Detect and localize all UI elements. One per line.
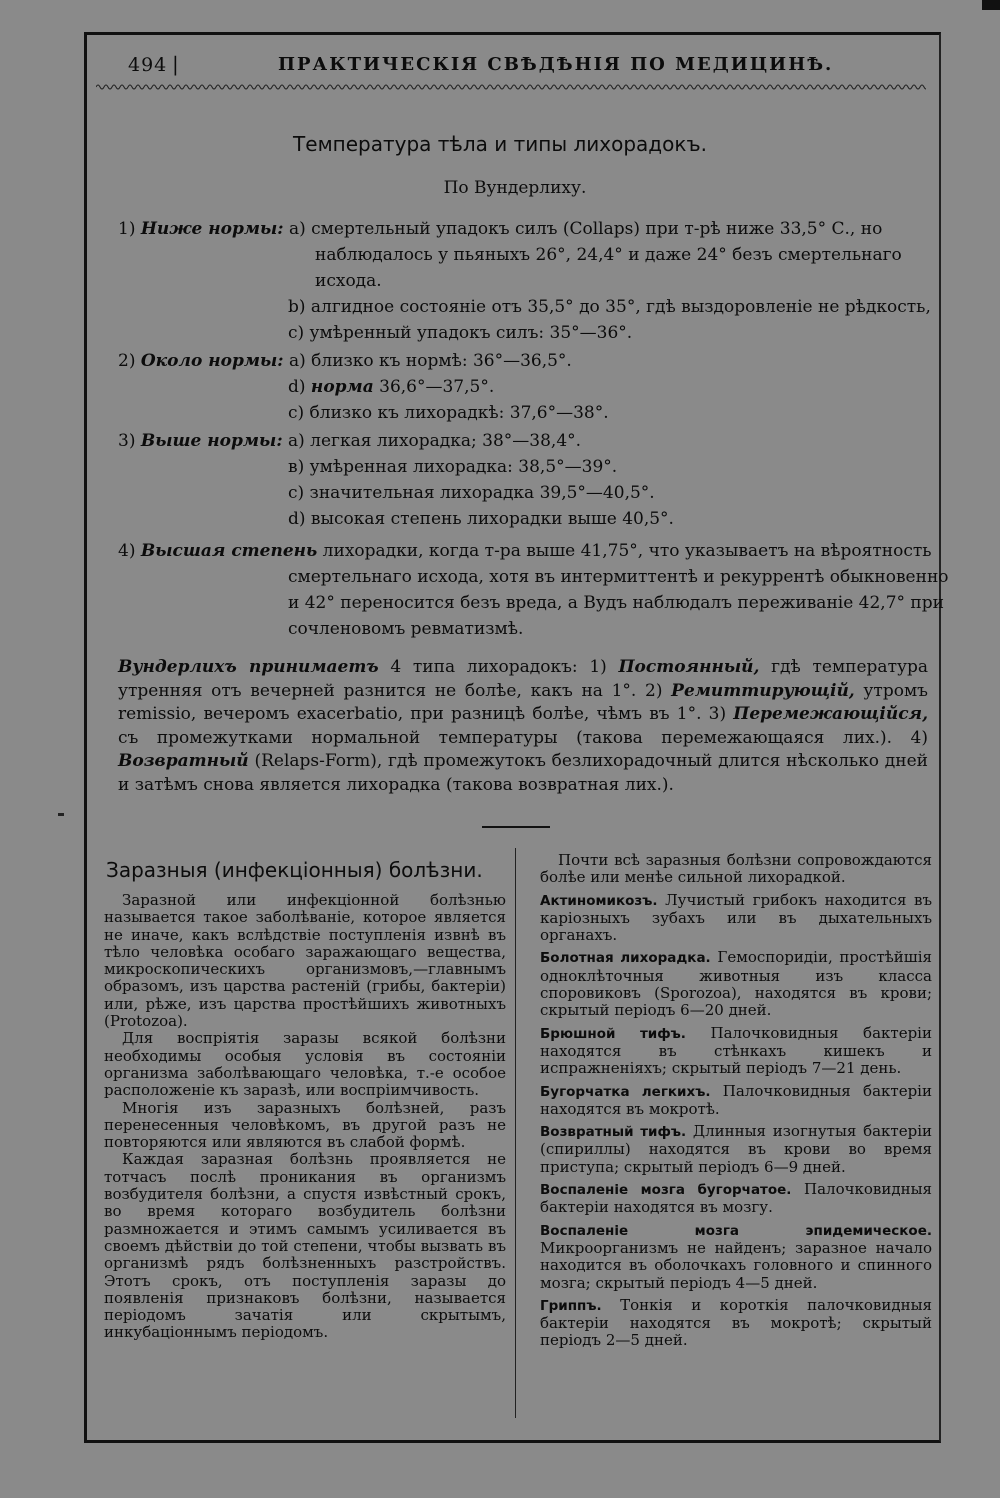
section-heading: Заразныя (инфекціонныя) болѣзни. (106, 858, 483, 882)
line-text: b) алгидное состояніе отъ 35,5° до 35°, гдѣ выздоровленіе не рѣдкость, (288, 297, 931, 317)
disease-entry (540, 1025, 932, 1078)
left-column (104, 892, 506, 1342)
line-text: a) легкая лихорадка; 38°—38,4°. (282, 431, 582, 451)
column-divider (515, 848, 516, 1418)
temperature-line (118, 350, 572, 372)
line-text: сочленовомъ ревматизмѣ. (288, 619, 524, 639)
para-text: гдѣ температура утренняя отъ вечерней разнится не болѣе, какъ на 1°. 2) (118, 657, 928, 701)
temperature-line (288, 566, 949, 588)
left-paragraph-2: Для воспріятія заразы всякой болѣзни необходимы особыя условія въ состояніи организма заболѣвающаго человѣка, т.-е особое расположеніе къ заразѣ, или воспріимчивость. (104, 1029, 506, 1100)
page-number: 494 (128, 54, 168, 76)
disease-entry (540, 1123, 932, 1176)
disease-term: Воспаленіе мозга эпидемическое. (540, 1222, 932, 1239)
disease-term: Возвратный тифъ. (540, 1124, 687, 1141)
temperature-line (288, 508, 674, 530)
category-label: Выше нормы: (140, 431, 283, 451)
line-text: d) высокая степень лихорадки выше 40,5°. (288, 509, 674, 529)
temperature-line (288, 456, 617, 478)
disease-description: Палочковидныя бактеріи находятся въ мозгу. (540, 1180, 932, 1217)
wavy-rule (96, 82, 926, 92)
line-text: наблюдалось у пьяныхъ 26°, 24,4° и даже 24° безъ смертельнаго (315, 245, 902, 265)
disease-entries (540, 892, 932, 1350)
line-text: c) близко къ лихорадкѣ: 37,6°—38°. (288, 403, 609, 423)
article-title: Температура тѣла и типы лихорадокъ. (293, 132, 707, 156)
line-text: c) значительная лихорадка 39,5°—40,5°. (288, 483, 655, 503)
page-number-bracket-mark: | (172, 52, 179, 76)
line-text: в) умѣренная лихорадка: 38,5°—39°. (288, 457, 618, 477)
right-column (540, 852, 932, 1355)
temperature-line (288, 376, 494, 398)
scan-corner-mark (982, 0, 1000, 10)
left-paragraph-3: Многія изъ заразныхъ болѣзней, разъ перенесенныя человѣкомъ, въ другой разъ не повторяются или являются въ слабой формѣ. (104, 1098, 506, 1152)
disease-term: Бугорчатка легкихъ. (540, 1083, 711, 1100)
temperature-line (288, 296, 931, 318)
disease-entry (540, 1181, 932, 1217)
disease-term: Воспаленіе мозга бугорчатое. (540, 1182, 792, 1199)
line-text: и 42° переносится безъ вреда, а Вудъ наблюдалъ переживаніе 42,7° при (288, 593, 944, 613)
disease-term: Болотная лихорадка. (540, 950, 711, 967)
running-title: ПРАКТИЧЕСКІЯ СВѢДѢНІЯ ПО МЕДИЦИНѢ. (278, 54, 834, 75)
line-text: a) смертельный упадокъ силъ (Collaps) при т-рѣ ниже 33,5° С., но (283, 219, 883, 239)
line-text: 2) (118, 351, 141, 371)
disease-description: Лучистый грибокъ находится въ каріозныхъ зубахъ или въ дыхательныхъ органахъ. (540, 890, 932, 945)
section-divider (482, 826, 550, 828)
line-text: 4) (118, 541, 141, 561)
disease-description: Палочковидныя бактеріи находятся въ стѣнкахъ кишекъ и испражненіяхъ; скрытый періодъ 7—21 день. (540, 1023, 932, 1078)
disease-description: Микроорганизмъ не найденъ; заразное начало находится въ оболочкахъ головного и спинного мозга; скрытый періодъ 4—5 дней. (540, 1238, 932, 1292)
left-paragraph-1: Заразной или инфекціонной болѣзнью называется такое заболѣваніе, которое является не иначе, какъ вслѣдствіе поступленія извнѣ въ тѣло человѣка особаго заражающаго вещества, микроскопическихъ организмовъ,—главнымъ образомъ, изъ царства растеній (грибы, бактеріи) или, рѣже, изъ царства простѣйшихъ животныхъ (Protozoa). (104, 891, 506, 1031)
page-header (128, 52, 928, 82)
temperature-line (288, 482, 655, 504)
disease-entry (540, 1083, 932, 1119)
disease-term: Актиномикозъ. (540, 892, 658, 909)
disease-entry (540, 892, 932, 945)
disease-entry (540, 949, 932, 1019)
category-label: Высшая степень (140, 541, 318, 561)
line-text: лихорадки, когда т-ра выше 41,75°, что указываетъ на вѣроятность (317, 541, 932, 561)
disease-entry (540, 1297, 932, 1350)
temperature-line (288, 322, 632, 344)
disease-term: Гриппъ. (540, 1297, 602, 1314)
line-text: 36,6°—37,5°. (373, 377, 495, 397)
wunderlich-paragraph (118, 656, 928, 797)
type-constant: Постоянный, (618, 657, 760, 677)
article-subtitle: По Вундерлиху. (443, 178, 587, 198)
temperature-line (288, 592, 944, 614)
left-paragraph-4: Каждая заразная болѣзнь проявляется не тотчасъ послѣ проникания въ организмъ возбудителя болѣзни, а спустя извѣстный срокъ, во время котораго возбудитель болѣзни размножается и этимъ самымъ усиливается въ своемъ дѣйствіи до той степени, чтобы вызвать въ организмѣ рядъ болѣзненныхъ разстройствъ. Этотъ срокъ, отъ поступленія заразы до появленія признаковъ болѣзни, называется періодомъ зачатія или скрытымъ, инкубаціоннымъ періодомъ. (104, 1150, 506, 1342)
disease-description: Тонкія и короткія палочковидныя бактеріи находятся въ мокротѣ; скрытый періодъ 2—5 дней. (540, 1295, 932, 1350)
line-text: c) умѣренный упадокъ силъ: 35°—36°. (288, 323, 633, 343)
line-text: a) близко къ нормѣ: 36°—36,5°. (283, 351, 572, 371)
wunderlich-lead: Вундерлихъ принимаетъ (118, 657, 379, 677)
temperature-line (288, 618, 523, 640)
category-label: норма (310, 377, 374, 397)
type-relapsing: Возвратный (118, 751, 249, 771)
line-text: 1) (118, 219, 141, 239)
temperature-line (118, 540, 932, 562)
category-label: Около нормы: (140, 351, 284, 371)
line-text: d) (288, 377, 311, 397)
temperature-line (118, 218, 882, 240)
temperature-line (118, 430, 581, 452)
category-label: Ниже нормы: (140, 219, 284, 239)
disease-description: Палочковидныя бактеріи находятся въ мокротѣ. (540, 1081, 932, 1118)
line-text: смертельнаго исхода, хотя въ интермиттентѣ и рекуррентѣ обыкновенно (288, 567, 949, 587)
scan-speck (58, 813, 64, 816)
line-text: 3) (118, 431, 141, 451)
para-text: 4 типа лихорадокъ: 1) (378, 657, 619, 677)
disease-term: Брюшной тифъ. (540, 1025, 686, 1042)
disease-entry (540, 1222, 932, 1292)
para-text: съ промежутками нормальной температуры (такова перемежающаяся лих.). 4) (118, 727, 928, 748)
type-intermittent: Перемежающійся, (733, 704, 928, 724)
temperature-line (315, 270, 382, 292)
type-remittent: Ремиттирующій, (671, 680, 855, 701)
temperature-line (315, 244, 902, 266)
disease-description: Гемоспоридіи, простѣйшія одноклѣточныя животныя изъ класса споровиковъ (Sporozoa), находятся въ крови; скрытый періодъ 6—20 дней. (540, 948, 933, 1020)
para-text: утромъ remissio, вечеромъ exacerbatio, при разницѣ болѣе, чѣмъ въ 1°. 3) (118, 680, 928, 724)
right-intro: Почти всѣ заразныя болѣзни сопровождаются болѣе или менѣе сильной лихорадкой. (540, 851, 932, 887)
temperature-line (288, 402, 609, 424)
disease-description: Длинныя изогнутыя бактеріи (спириллы) находятся въ крови во время приступа; скрытый періодъ 6—9 дней. (540, 1122, 933, 1176)
line-text: исхода. (315, 271, 382, 291)
para-text: (Relaps-Form), гдѣ промежутокъ безлихорадочный длится нѣсколько дней и затѣмъ снова является лихорадка (такова возвратная лих.). (118, 751, 928, 795)
